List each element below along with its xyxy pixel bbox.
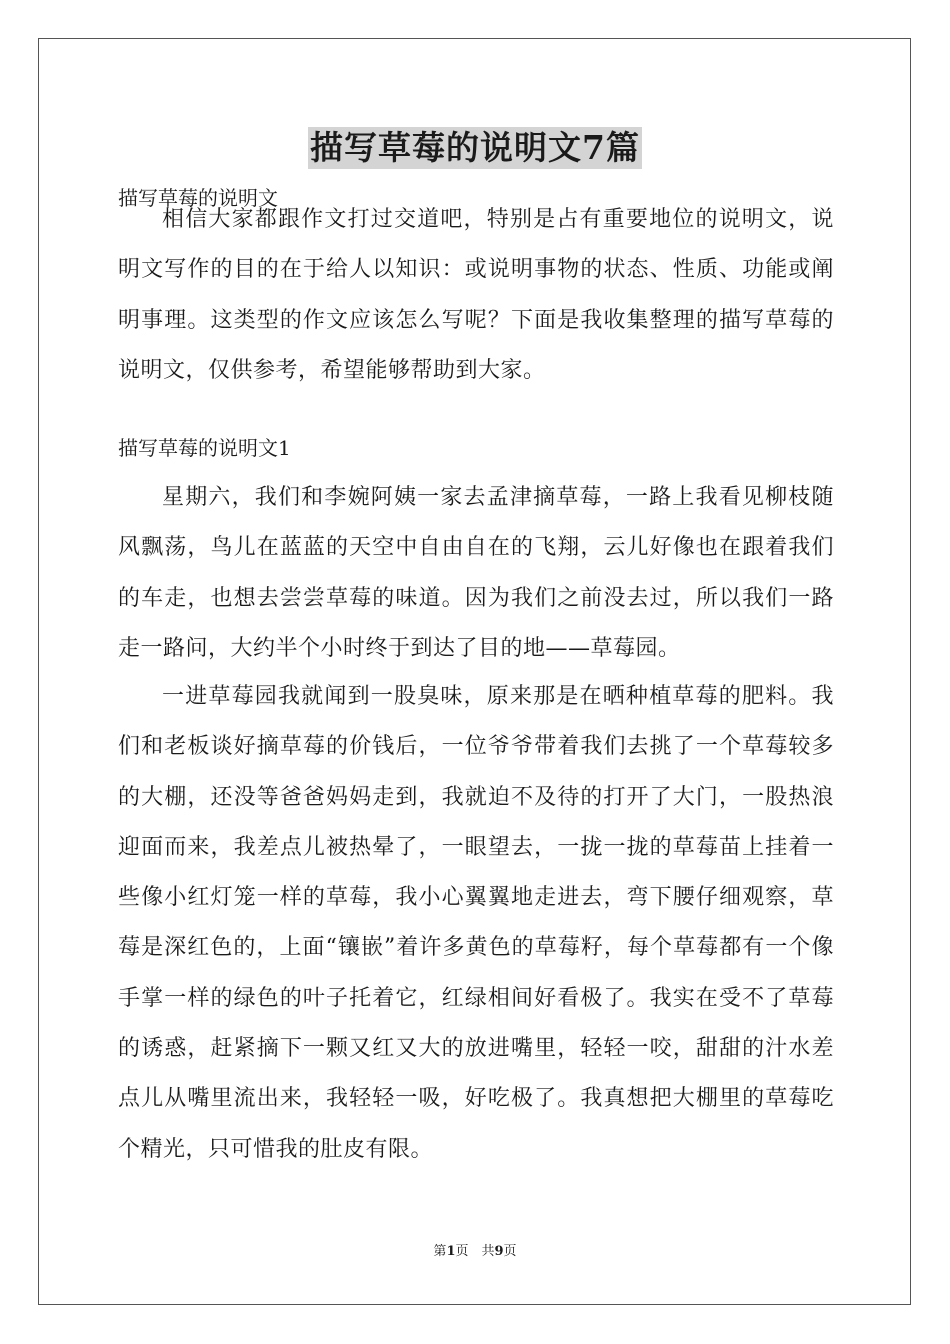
intro-heading: 描写草莓的说明文 — [118, 186, 278, 210]
footer-page-suffix: 页 — [503, 1244, 517, 1259]
document-title: 描写草莓的说明文7篇 — [310, 128, 640, 167]
intro-paragraph: 相信大家都跟作文打过交道吧，特别是占有重要地位的说明文，说明文写作的目的在于给人以知识：或说明事物的状态、性质、功能或阐明事理。这类型的作文应该怎么写呢？下面是我收集整理的描写草莓的说明文，仅供参考，希望能够帮助到大家。 — [118, 207, 834, 383]
title-container — [0, 127, 950, 169]
section-1-paragraph-2: 一进草莓园我就闻到一股臭味，原来那是在晒种植草莓的肥料。我们和老板谈好摘草莓的价钱后，一位爷爷带着我们去挑了一个草莓较多的大棚，还没等爸爸妈妈走到，我就迫不及待的打开了大门，一股热浪迎面而来，我差点儿被热晕了，一眼望去，一拢一拢的草莓苗上挂着一些像小红灯笼一样的草莓，我小心翼翼地走进去，弯下腰仔细观察，草莓是深红色的，上面“镶嵌”着许多黄色的草莓籽，每个草莓都有一个像手掌一样的绿色的叶子托着它，红绿相间好看极了。我实在受不了草莓的诱惑，赶紧摘下一颗又红又大的放进嘴里，轻轻一咬，甜甜的汁水差点儿从嘴里流出来，我轻轻一吸，好吃极了。我真想把大棚里的草莓吃个精光，只可惜我的肚皮有限。 — [118, 684, 834, 1162]
footer-page-current: 1 — [446, 1244, 456, 1259]
page-footer — [0, 1243, 950, 1261]
footer-page-prefix: 第 — [433, 1244, 447, 1259]
section-1-paragraph-1: 星期六，我们和李婉阿姨一家去孟津摘草莓，一路上我看见柳枝随风飘荡，鸟儿在蓝蓝的天空中自由自在的飞翔，云儿好像也在跟着我们的车走，也想去尝尝草莓的味道。因为我们之前没去过，所以我们一路走一路问，大约半个小时终于到达了目的地——草莓园。 — [118, 485, 834, 661]
section-1-heading: 描写草莓的说明文1 — [118, 436, 291, 460]
footer-page-total: 9 — [494, 1244, 504, 1259]
footer-page-mid: 页 共 — [455, 1244, 495, 1259]
